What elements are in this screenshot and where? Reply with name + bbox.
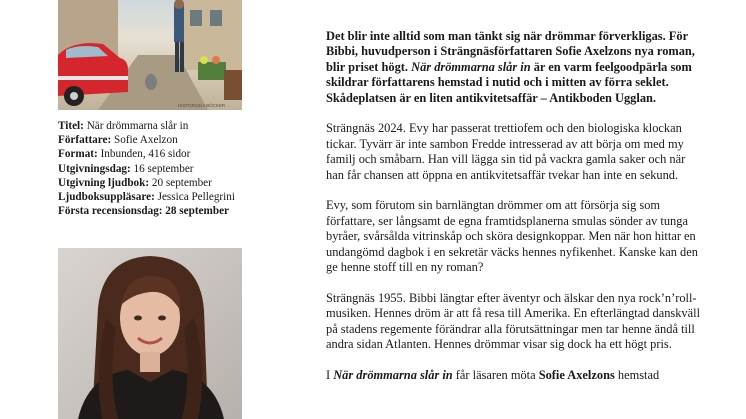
author-name-reference: Sofie Axelzons <box>538 367 615 382</box>
article-paragraph-last <box>326 368 706 383</box>
meta-value: Sofie Axelzon <box>111 134 178 147</box>
meta-value: 20 september <box>149 176 212 189</box>
portrait-neck <box>140 352 160 372</box>
meta-row-review-date: Första recensionsdag: 28 september <box>58 205 229 218</box>
meta-row-format <box>58 147 258 161</box>
meta-label: Ljudboksuppläsare: <box>58 191 155 204</box>
text-fragment: hemstad <box>614 367 660 382</box>
article-body <box>326 29 706 399</box>
cover-woman-leg <box>180 42 184 72</box>
cover-car-chrome <box>58 76 128 80</box>
cover-woman-figure <box>174 4 184 42</box>
meta-label: Format: <box>58 148 98 161</box>
article-paragraph: Evy, som förutom sin barnlängtan drömmer om att försörja sig som författare, ser långsamt de egna framtidsplanerna smulas sönder av tunga byråer, svårsålda vitrinskåp och sköra designkoppar. Men när hon hittar en undangömd dagbok i en sekretär väcks hennes nyfikenhet. Kanske kan den ge henne stoff till en ny roman? <box>326 198 698 275</box>
cover-sign-text: HISTORISKA BÖCKER <box>178 103 226 108</box>
cover-pot <box>224 70 242 100</box>
article-paragraph: Strängnäs 2024. Evy har passerat trettiofem och den biologiska klockan tickar. Tyvärr är inte sambon Fredde intresserad av att börja om med my familj och småbarn. Han vill lägga sin tid på vackra gamla saker och när han får chansen att öppna en antikvitetsaffär tvekar han inte en sekund. <box>326 121 686 182</box>
meta-value: 16 september <box>130 162 194 175</box>
portrait-eye <box>134 316 142 321</box>
article-paragraph: Strängnäs 1955. Bibbi längtar efter äventyr och älskar den nya rock’n’roll-musiken. Hennes dröm är att få resa till Amerika. En efterlängtad danskväll på stadens regemente förändrar alla förutsättningar men tar henne ändå till andra sidan Atlanten. Hennes drömmar visar sig dock ha ett högt pris. <box>326 290 701 352</box>
book-metadata <box>58 119 258 218</box>
cover-flower <box>200 56 208 64</box>
cover-window <box>190 10 202 26</box>
book-title-reference: När drömmarna slår in <box>333 367 453 382</box>
lead-text: är en varm feelgoodpärla som skildrar författarens hemstad i nutid och i mitten av förra seklet. Skådeplatsen är en liten antikvitetsaffär – Antikboden Ugglan. <box>326 59 692 105</box>
meta-value: Inbunden, 416 sidor <box>97 148 191 161</box>
meta-value: När drömmarna slår in <box>83 120 189 132</box>
text-fragment: får läsaren möta <box>452 367 539 382</box>
meta-row-title <box>58 119 258 133</box>
author-portrait-illustration <box>58 248 242 419</box>
meta-value: Jessica Pellegrini <box>154 191 235 204</box>
cover-cat <box>145 74 157 90</box>
article-lead <box>326 29 706 106</box>
book-cover-image <box>58 0 242 110</box>
text-fragment: I <box>326 367 334 382</box>
meta-label: Författare: <box>58 134 112 147</box>
cover-window <box>210 10 222 26</box>
lead-book-title: När drömmarna slår in <box>411 59 531 74</box>
author-photo <box>58 248 242 419</box>
meta-row-narrator <box>58 190 258 204</box>
book-cover-illustration <box>58 0 242 110</box>
cover-flower <box>212 56 220 64</box>
cover-flowers <box>198 62 226 80</box>
meta-row-author <box>58 133 258 147</box>
meta-row-release <box>58 162 258 176</box>
cover-woman-leg <box>175 42 179 72</box>
lead-text: Det blir inte alltid som man tänkt sig när drömmar förverkligas. För Bibbi, huvudperson i Strängnäsförfattaren Sofie Axelzons nya roman, blir priset högt. <box>326 29 695 74</box>
portrait-eye <box>158 316 166 321</box>
meta-label: Titel: <box>58 120 84 132</box>
meta-label: Utgivning ljudbok: <box>58 176 150 189</box>
cover-car-hubcap <box>70 92 78 100</box>
meta-row-audiobook-release <box>58 176 258 190</box>
meta-label: Utgivningsdag: <box>58 162 131 175</box>
